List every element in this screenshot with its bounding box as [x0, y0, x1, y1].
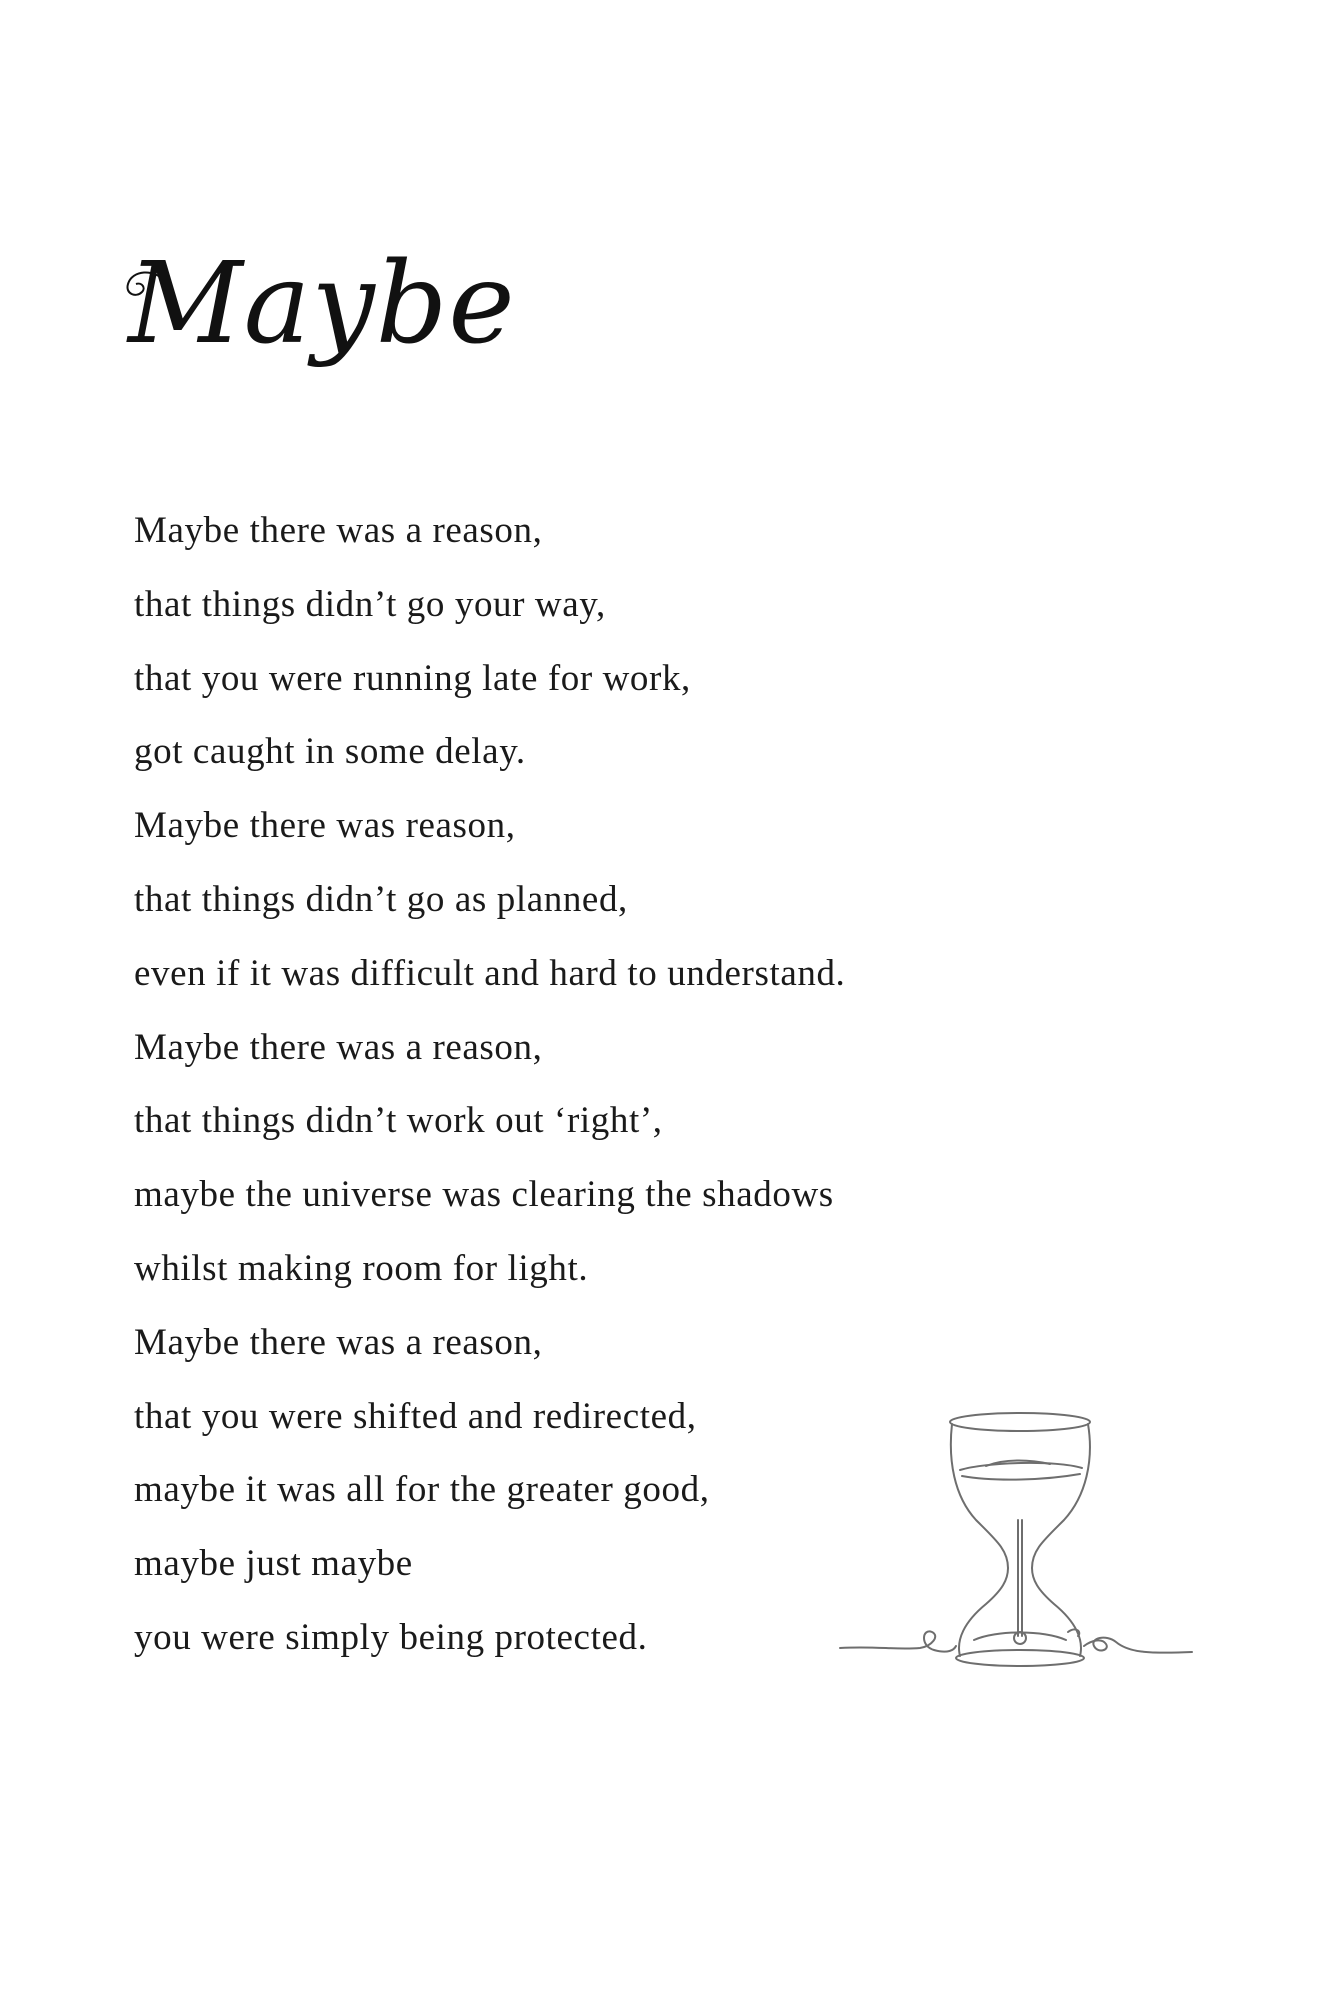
poem-line: maybe just maybe: [134, 1543, 413, 1585]
poem-body: [134, 494, 845, 1675]
poem-line: that you were running late for work,: [134, 657, 691, 699]
poem-line: Maybe there was a reason,: [134, 510, 543, 551]
poem-line: whilst making room for light.: [134, 1247, 589, 1289]
poem-line: got caught in some delay.: [134, 731, 526, 773]
poem-line: that you were shifted and redirected,: [134, 1395, 697, 1437]
poem-line: Maybe there was reason,: [134, 805, 516, 847]
poem-line: that things didn’t go your way,: [134, 583, 606, 625]
poem-line: you were simply being protected.: [134, 1616, 648, 1658]
poem-line: that things didn’t work out ‘right’,: [134, 1100, 663, 1142]
poem-line: maybe the universe was clearing the shadows: [134, 1174, 834, 1216]
poem-title: Maybe: [128, 239, 516, 369]
poem-line: maybe it was all for the greater good,: [134, 1469, 710, 1511]
poem-line: that things didn’t go as planned,: [134, 878, 628, 920]
poem-line: even if it was difficult and hard to understand.: [134, 952, 846, 994]
poem-line: Maybe there was a reason,: [134, 1026, 543, 1068]
poem-line: Maybe there was a reason,: [134, 1321, 543, 1363]
hourglass-line-art-icon: [836, 1400, 1196, 1670]
